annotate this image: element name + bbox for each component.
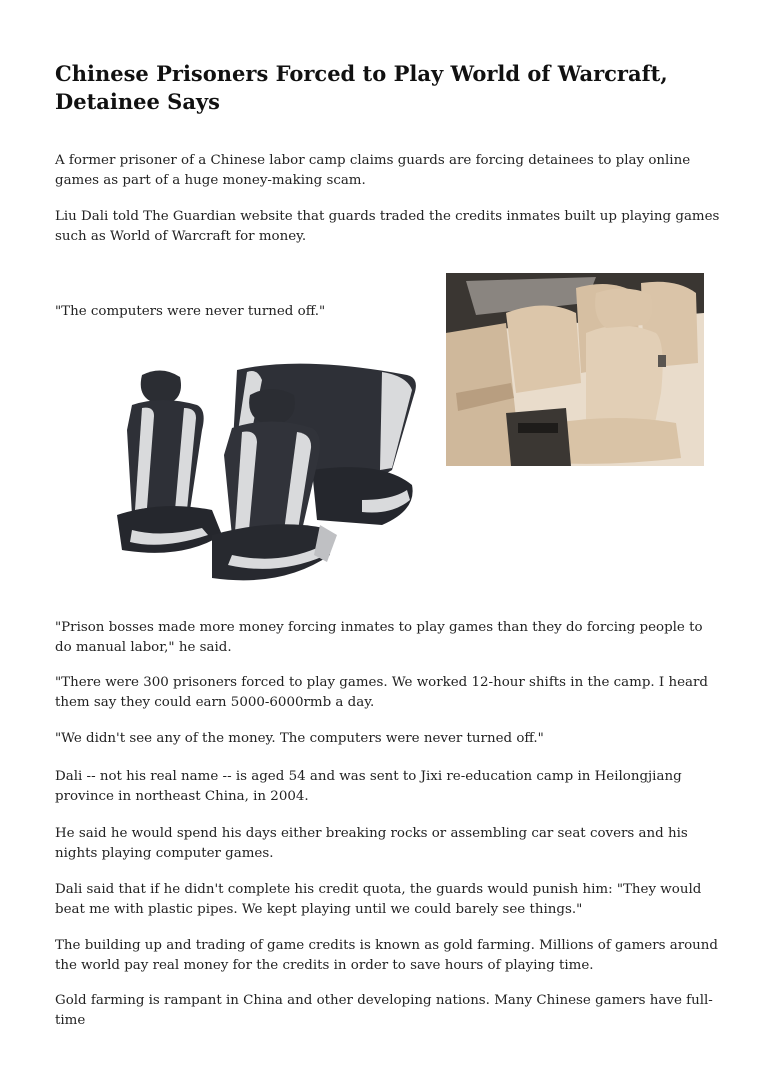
paragraph-gold-farming: The building up and trading of game credits is known as gold farming. Millions of gamers around the world pay real money for the credits in order to save hours of playing time.: [55, 938, 719, 973]
paragraph-no-money: "We didn't see any of the money. The computers were never turned off.": [55, 731, 544, 746]
paragraph-300-prisoners: "There were 300 prisoners forced to play games. We worked 12-hour shifts in the camp. I heard them say they could earn 5000-6000rmb a day.: [55, 675, 708, 710]
paragraph-prison-bosses: "Prison bosses made more money forcing inmates to play games than they do forcing people to do manual labor," he said.: [55, 620, 703, 655]
beige-leather-interior-image: [446, 273, 704, 466]
paragraph-punishment: Dali said that if he didn't complete his credit quota, the guards would punish him: "They would beat me with plastic pipes. We kept playing until we could barely see things.": [55, 882, 702, 917]
paragraph-intro: A former prisoner of a Chinese labor camp claims guards are forcing detainees to play online games as part of a huge money-making scam.: [55, 153, 691, 188]
paragraph-guardian: Liu Dali told The Guardian website that guards traded the credits inmates built up playing games such as World of Warcraft for money.: [55, 209, 720, 244]
article-title: Chinese Prisoners Forced to Play World of Warcraft, Detainee Says: [55, 61, 668, 114]
paragraph-dali-background: Dali -- not his real name -- is aged 54 and was sent to Jixi re-education camp in Heilongjiang province in northeast China, in 2004.: [55, 769, 682, 804]
paragraph-pull-quote: "The computers were never turned off.": [55, 304, 326, 319]
paragraph-rampant: Gold farming is rampant in China and other developing nations. Many Chinese gamers have full-time: [55, 993, 713, 1028]
paragraph-days-nights: He said he would spend his days either breaking rocks or assembling car seat covers and his nights playing computer games.: [55, 826, 688, 861]
black-seat-covers-image: [62, 350, 422, 590]
